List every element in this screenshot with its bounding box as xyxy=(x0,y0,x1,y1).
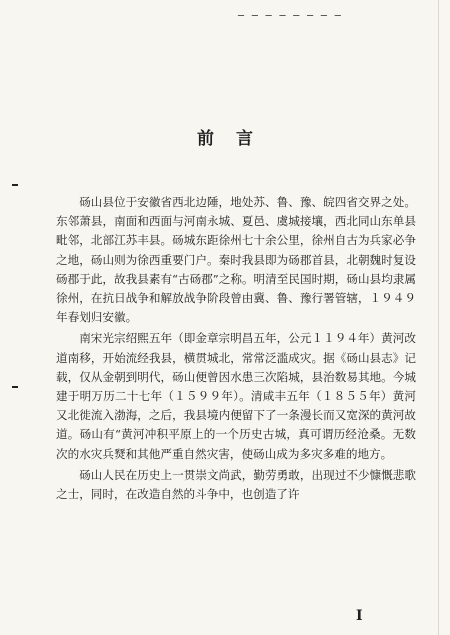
paragraph-2: 南宋光宗绍熙五年（即金章宗明昌五年，公元１１９４年）黄河改道南移，开始流经我县，横贯城北，常常泛滥成灾。据《砀山县志》记载，仅从金朝到明代，砀山便曾因水患三次陷城，县治数易其地。今城建于明万历二十七年（１５９９年）。清咸丰五年（１８５５年）黄河又北徙流入渤海，之后，我县境内便留下了一条漫长而又宽深的黄河故道。砀山有“黄河冲积平原上的一个历史古城，真可谓历经沧桑。无数次的水灾兵燹和其他严重自然灾害，使砀山成为多灾多难的地方。 xyxy=(56,331,416,461)
page-title: 前言 xyxy=(197,129,275,149)
page-edge-divider xyxy=(438,0,439,635)
header-marks: _ _ _ _ _ _ _ _ xyxy=(238,2,343,16)
margin-mark xyxy=(12,184,18,186)
paragraph-1: 砀山县位于安徽省西北边陲，地处苏、鲁、豫、皖四省交界之处。东邻萧县，南面和西面与河南永城、夏邑、虞城接壤，西北同山东单县毗邻，北部江苏丰县。砀城东距徐州七十余公里，徐州自古为兵家必争之地，砀山则为徐西重要门户。秦时我县即为砀郡首县，北朝魏时复设砀郡于此，故我县素有“古砀郡”之称。明清至民国时期，砀山县均隶属徐州，在抗日战争和解放战争阶段曾由冀、鲁、豫行署管辖，１９４９年春划归安徽。 xyxy=(56,195,416,325)
body-text xyxy=(56,193,416,504)
page-number: I xyxy=(356,608,363,624)
paragraph-3: 砀山人民在历史上一贯崇文尚武，勤劳勇敢，出现过不少慷慨悲歌之士，同时，在改造自然的斗争中，也创造了许 xyxy=(56,467,416,502)
margin-mark xyxy=(12,386,18,388)
